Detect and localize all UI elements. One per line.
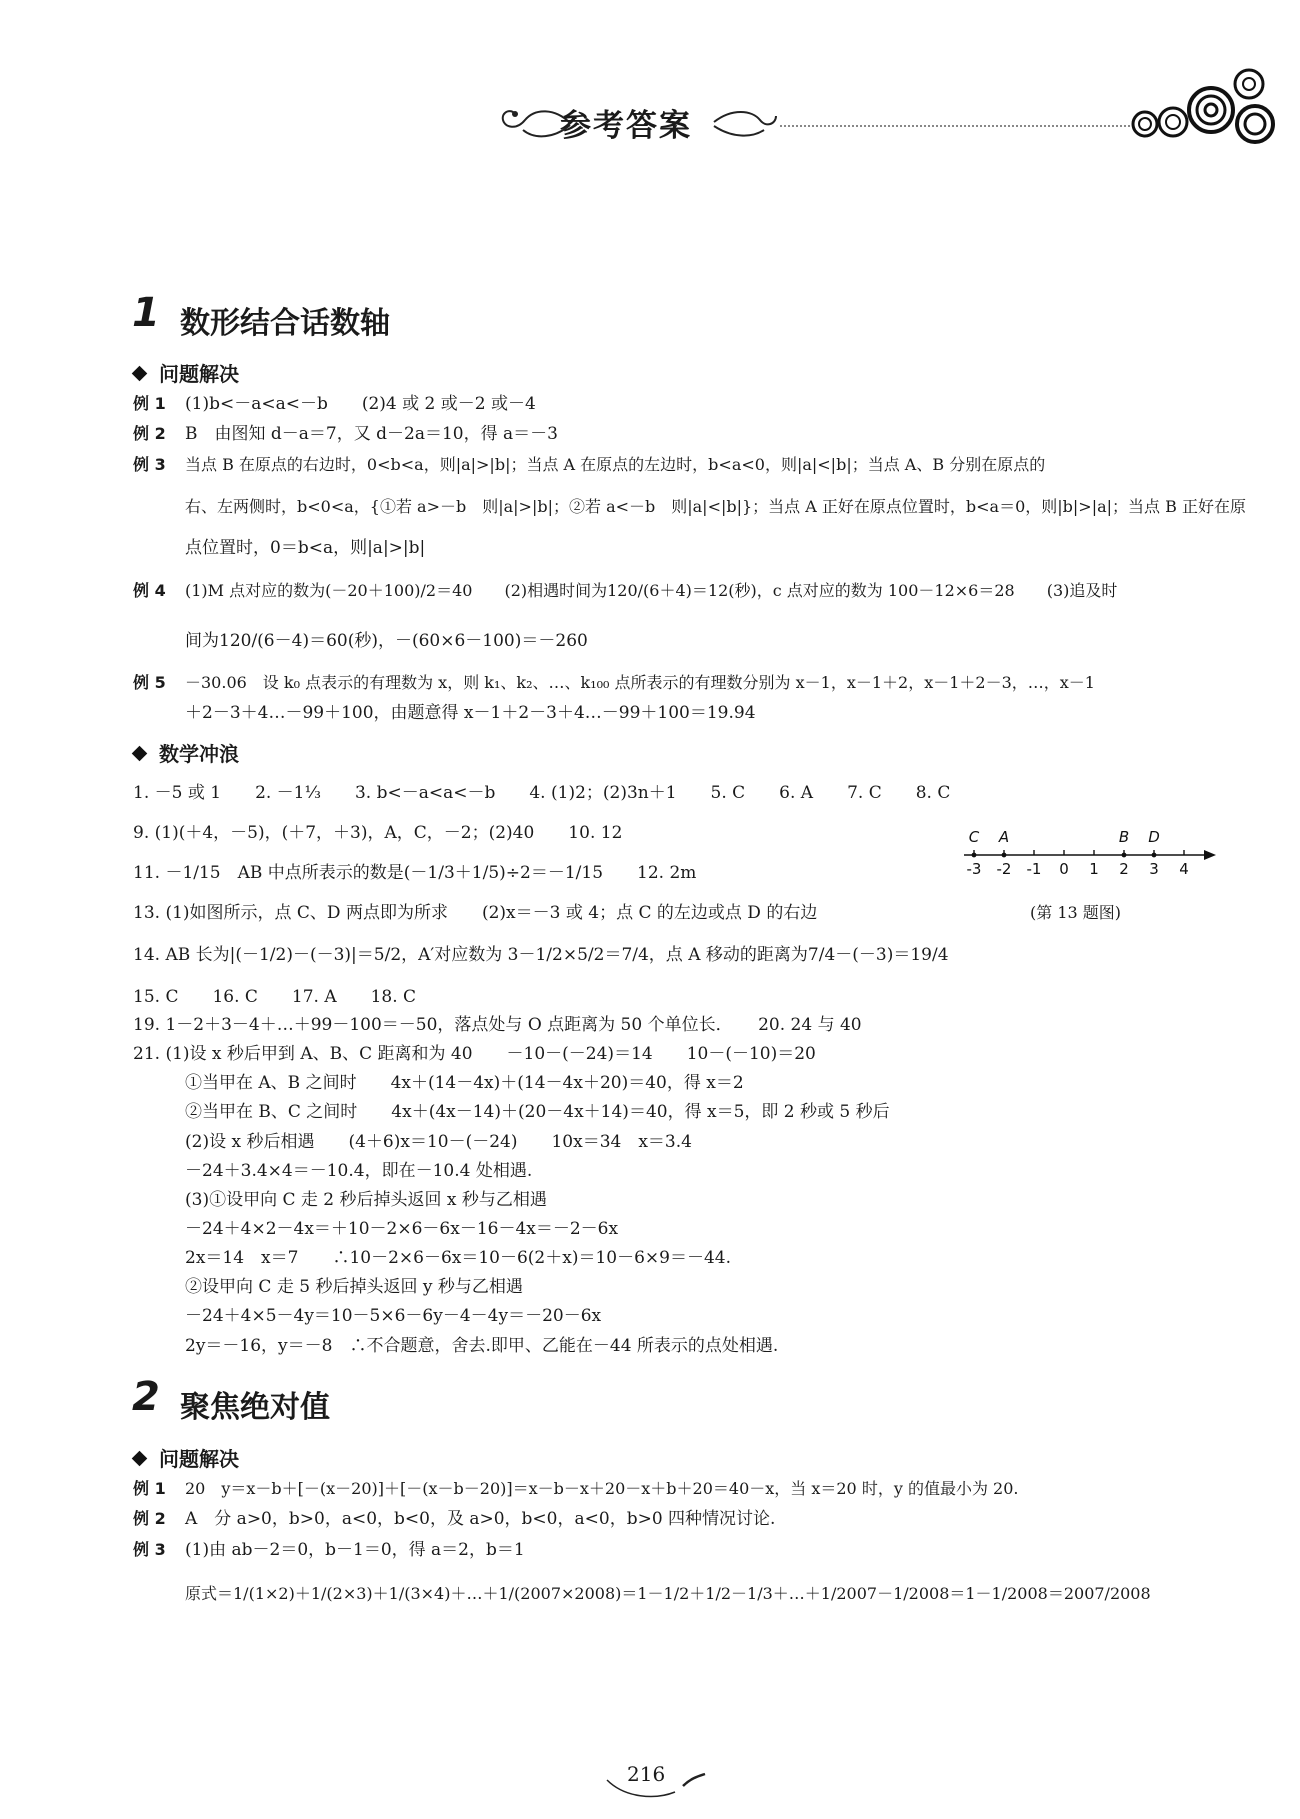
number-line: [960, 828, 1220, 890]
answer-line: －24＋4×5－4y＝10－5×6－6y－4－4y＝－20－6x: [185, 1306, 602, 1326]
section-title: 数形结合话数轴: [180, 306, 390, 341]
answer-line: 19. 1－2＋3－4＋…＋99－100＝－50，落点处与 O 点距离为 50 个单位长． 20. 24 与 40: [133, 1015, 862, 1035]
answer-line: ①当甲在 A、B 之间时 4x＋(14－4x)＋(14－4x＋20)＝40，得 x＝2: [185, 1073, 744, 1093]
answer-line: 例 1 (1)b<－a<a<－b (2)4 或 2 或－2 或－4: [133, 394, 536, 414]
header-flourish-right: [712, 104, 782, 144]
answer-line: －24＋4×2－4x＝＋10－2×6－6x－16－4x＝－2－6x: [185, 1219, 619, 1239]
tick-label: 1: [1089, 860, 1099, 878]
subsection-heading: 问题解决: [134, 1443, 239, 1472]
answer-line: ②当甲在 B、C 之间时 4x＋(4x－14)＋(20－4x＋14)＝40，得 x＝5，即 2 秒或 5 秒后: [185, 1102, 890, 1122]
tick-label: -2: [996, 860, 1012, 878]
footer-swash-icon: [605, 1772, 715, 1802]
answer-line: 例 1 20 y＝x－b＋[－(x－20)]＋[－(x－b－20)]＝x－b－x＋20－x＋b＋20＝40－x，当 x＝20 时，y 的值最小为 20.: [133, 1479, 1019, 1498]
answer-line: 例 3 (1)由 ab－2＝0，b－1＝0，得 a＝2，b＝1: [133, 1540, 525, 1560]
answer-line: 原式＝1/(1×2)＋1/(2×3)＋1/(3×4)＋…＋1/(2007×2008)＝1－1/2＋1/2－1/3＋…＋1/2007－1/2008＝1－1/2008＝2007/2008: [185, 1584, 1151, 1603]
answer-line: 例 5 －30.06 设 k₀ 点表示的有理数为 x，则 k₁、k₂、…、k₁₀₀ 点所表示的有理数分别为 x－1，x－1＋2，x－1＋2－3，…，x－1: [133, 673, 1095, 692]
answer-line: 21. (1)设 x 秒后甲到 A、B、C 距离和为 40 －10－(－24)＝14 10－(－10)＝20: [133, 1044, 816, 1064]
section-number: 1: [132, 290, 160, 336]
header-title: 参考答案: [560, 108, 692, 144]
answer-line: 14. AB 长为|(－1/2)－(－3)|＝5/2，A′对应数为 3－1/2×5/2＝7/4，点 A 移动的距离为7/4－(－3)＝19/4: [133, 945, 949, 965]
answer-line: 15. C 16. C 17. A 18. C: [133, 987, 417, 1007]
tick-label: 0: [1059, 860, 1069, 878]
point-label-A: A: [998, 828, 1010, 846]
answer-line: 1. －5 或 1 2. －1⅓ 3. b<－a<a<－b 4. (1)2；(2)3n＋1 5. C 6. A 7. C 8. C: [133, 783, 951, 803]
answer-line: －24＋3.4×4＝－10.4，即在－10.4 处相遇.: [185, 1161, 533, 1181]
answer-line: 2y＝－16，y＝－8 ∴不合题意，舍去.即甲、乙能在－44 所表示的点处相遇.: [185, 1336, 779, 1356]
tick-label: 2: [1119, 860, 1129, 878]
section-number: 2: [132, 1374, 160, 1420]
header-dotted-rule: [780, 125, 1130, 127]
diamond-bullet-icon: [132, 366, 148, 382]
point-label-D: D: [1148, 828, 1160, 846]
answer-line: 例 3 当点 B 在原点的右边时，0<b<a，则|a|>|b|；当点 A 在原点的左边时，b<a<0，则|a|<|b|；当点 A、B 分别在原点的: [133, 455, 1046, 474]
answer-line: 9. (1)(＋4，－5)，(＋7，＋3)，A，C，－2；(2)40 10. 12: [133, 823, 623, 843]
header-circles-decoration: [1125, 62, 1275, 162]
point-marker-D: [1152, 853, 1157, 858]
point-marker-A: [1002, 853, 1007, 858]
point-marker-C: [972, 853, 977, 858]
answer-line: (2)设 x 秒后相遇 (4＋6)x＝10－(－24) 10x＝34 x＝3.4: [185, 1132, 692, 1152]
answer-line: 点位置时，0＝b<a，则|a|>|b|: [185, 538, 426, 558]
point-label-B: B: [1118, 828, 1130, 846]
section-title: 聚焦绝对值: [180, 1390, 330, 1425]
answer-line: 例 2 A 分 a>0，b>0，a<0，b<0，及 a>0，b<0，a<0，b>0 四种情况讨论.: [133, 1509, 776, 1529]
answer-line: ＋2－3＋4…－99＋100，由题意得 x－1＋2－3＋4…－99＋100＝19.94: [185, 703, 756, 723]
tick-label: 4: [1179, 860, 1189, 878]
diamond-bullet-icon: [132, 1451, 148, 1467]
tick-label: -3: [966, 860, 982, 878]
figure-caption: (第 13 题图): [1030, 903, 1122, 922]
answer-line: 例 4 (1)M 点对应的数为(－20＋100)/2＝40 (2)相遇时间为120/(6＋4)＝12(秒)，c 点对应的数为 100－12×6＝28 (3)追及时: [133, 581, 1118, 600]
answer-line: 2x＝14 x＝7 ∴10－2×6－6x＝10－6(2＋x)＝10－6×9＝－44.: [185, 1248, 732, 1268]
diamond-bullet-icon: [132, 746, 148, 762]
tick-label: 3: [1149, 860, 1159, 878]
answer-line: ②设甲向 C 走 5 秒后掉头返回 y 秒与乙相遇: [185, 1277, 523, 1297]
subsection-heading: 问题解决: [134, 358, 239, 387]
answer-line: 例 2 B 由图知 d－a＝7，又 d－2a＝10，得 a＝－3: [133, 424, 558, 444]
answer-line: 间为120/(6－4)＝60(秒)，－(60×6－100)＝－260: [185, 631, 588, 651]
point-label-C: C: [968, 828, 980, 846]
tick-label: -1: [1026, 860, 1042, 878]
answer-line: 13. (1)如图所示，点 C、D 两点即为所求 (2)x＝－3 或 4；点 C 的左边或点 D 的右边: [133, 903, 818, 923]
point-marker-B: [1122, 853, 1127, 858]
answer-line: 11. －1/15 AB 中点所表示的数是(－1/3＋1/5)÷2＝－1/15 12. 2m: [133, 863, 697, 883]
answer-line: 右、左两侧时，b<0<a，{①若 a>－b 则|a|>|b|；②若 a<－b 则|a|<|b|}；当点 A 正好在原点位置时，b<a＝0，则|b|>|a|；当点 B 正好在原: [185, 497, 1246, 516]
page-number: 216: [627, 1762, 666, 1786]
subsection-heading: 数学冲浪: [134, 738, 239, 767]
answer-line: (3)①设甲向 C 走 2 秒后掉头返回 x 秒与乙相遇: [185, 1190, 547, 1210]
